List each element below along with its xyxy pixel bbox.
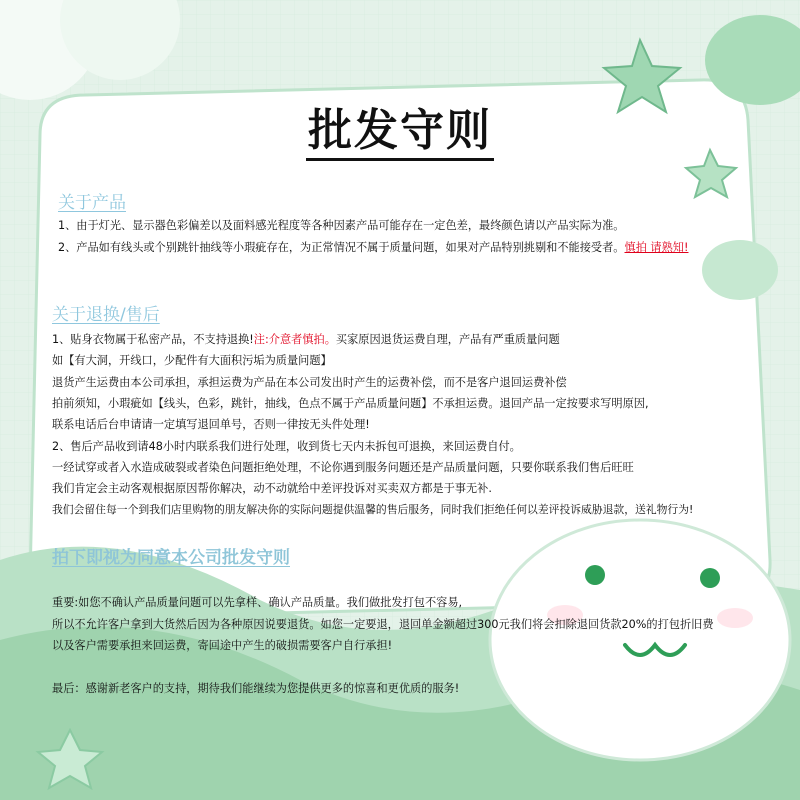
returns-line-3: 退货产生运费由本公司承担，承担运费为产品在本公司发出时产生的运费补偿，而不是客户退回运费补偿 — [52, 376, 567, 389]
important-line-2: 所以不允许客户拿到大货然后因为各种原因说要退货。如您一定要退，退回单金额超过300元我们将会扣除退回货款20%的打包折旧费 — [52, 618, 714, 631]
closing-line: 最后：感谢新老客户的支持，期待我们能继续为您提供更多的惊喜和更优质的服务! — [52, 682, 460, 695]
product-line-2 — [58, 241, 688, 255]
important-line-3: 以及客户需要承担来回运费，寄回途中产生的破损需要客户自行承担! — [52, 639, 393, 652]
returns-line-1-b: 买家原因退货运费自理，产品有严重质量问题 — [335, 333, 560, 346]
important-line-1: 重要:如您不确认产品质量问题可以先拿样、确认产品质量。我们做批发打包不容易, — [52, 596, 463, 609]
returns-line-8: 我们肯定会主动客观根据原因帮你解决，动不动就给中差评投诉对买卖双方都是于事无补. — [52, 482, 492, 495]
page-title: 批发守则 — [0, 94, 800, 158]
returns-line-9: 我们会留住每一个到我们店里购物的朋友解决你的实际问题提供温馨的售后服务，同时我们拒绝任何以差评投诉威胁退款，送礼物行为! — [52, 503, 694, 516]
section-heading-product: 关于产品 — [58, 193, 126, 213]
product-warning: 慎拍 请熟知! — [624, 241, 689, 254]
returns-line-4: 拍前须知，小瑕疵如【线头，色彩，跳针，抽线，色点不属于产品质量问题】不承担运费。退回产品一定按要求写明原因, — [52, 397, 649, 410]
returns-line-1 — [52, 333, 560, 347]
returns-line-1-a: 1、贴身衣物属于私密产品，不支持退换! — [52, 333, 254, 346]
product-line-2-text: 2、产品如有线头或个别跳针抽线等小瑕疵存在，为正常情况不属于质量问题，如果对产品特别挑剔和不能接受者。 — [58, 241, 625, 254]
returns-line-7: 一经试穿或者入水造成破裂或者染色问题拒绝处理，不论你遇到服务问题还是产品质量问题，只要你联系我们售后旺旺 — [52, 461, 634, 474]
product-line-1: 1、由于灯光、显示器色彩偏差以及面料感光程度等各种因素产品可能存在一定色差，最终颜色请以产品实际为准。 — [58, 219, 625, 232]
returns-line-5: 联系电话后台申请请一定填写退回单号，否则一律按无头件处理! — [52, 418, 370, 431]
section-heading-returns: 关于退换/售后 — [52, 305, 160, 325]
returns-line-6: 2、售后产品收到请48小时内联系我们进行处理，收到货七天内未拆包可退换，来回运费自付。 — [52, 440, 521, 453]
returns-warning: 注:介意者慎拍。 — [253, 333, 336, 346]
returns-line-2: 如【有大洞，开线口，少配件有大面积污垢为质量问题】 — [52, 354, 332, 367]
section-heading-agreement: 拍下即视为同意本公司批发守则 — [52, 548, 290, 568]
